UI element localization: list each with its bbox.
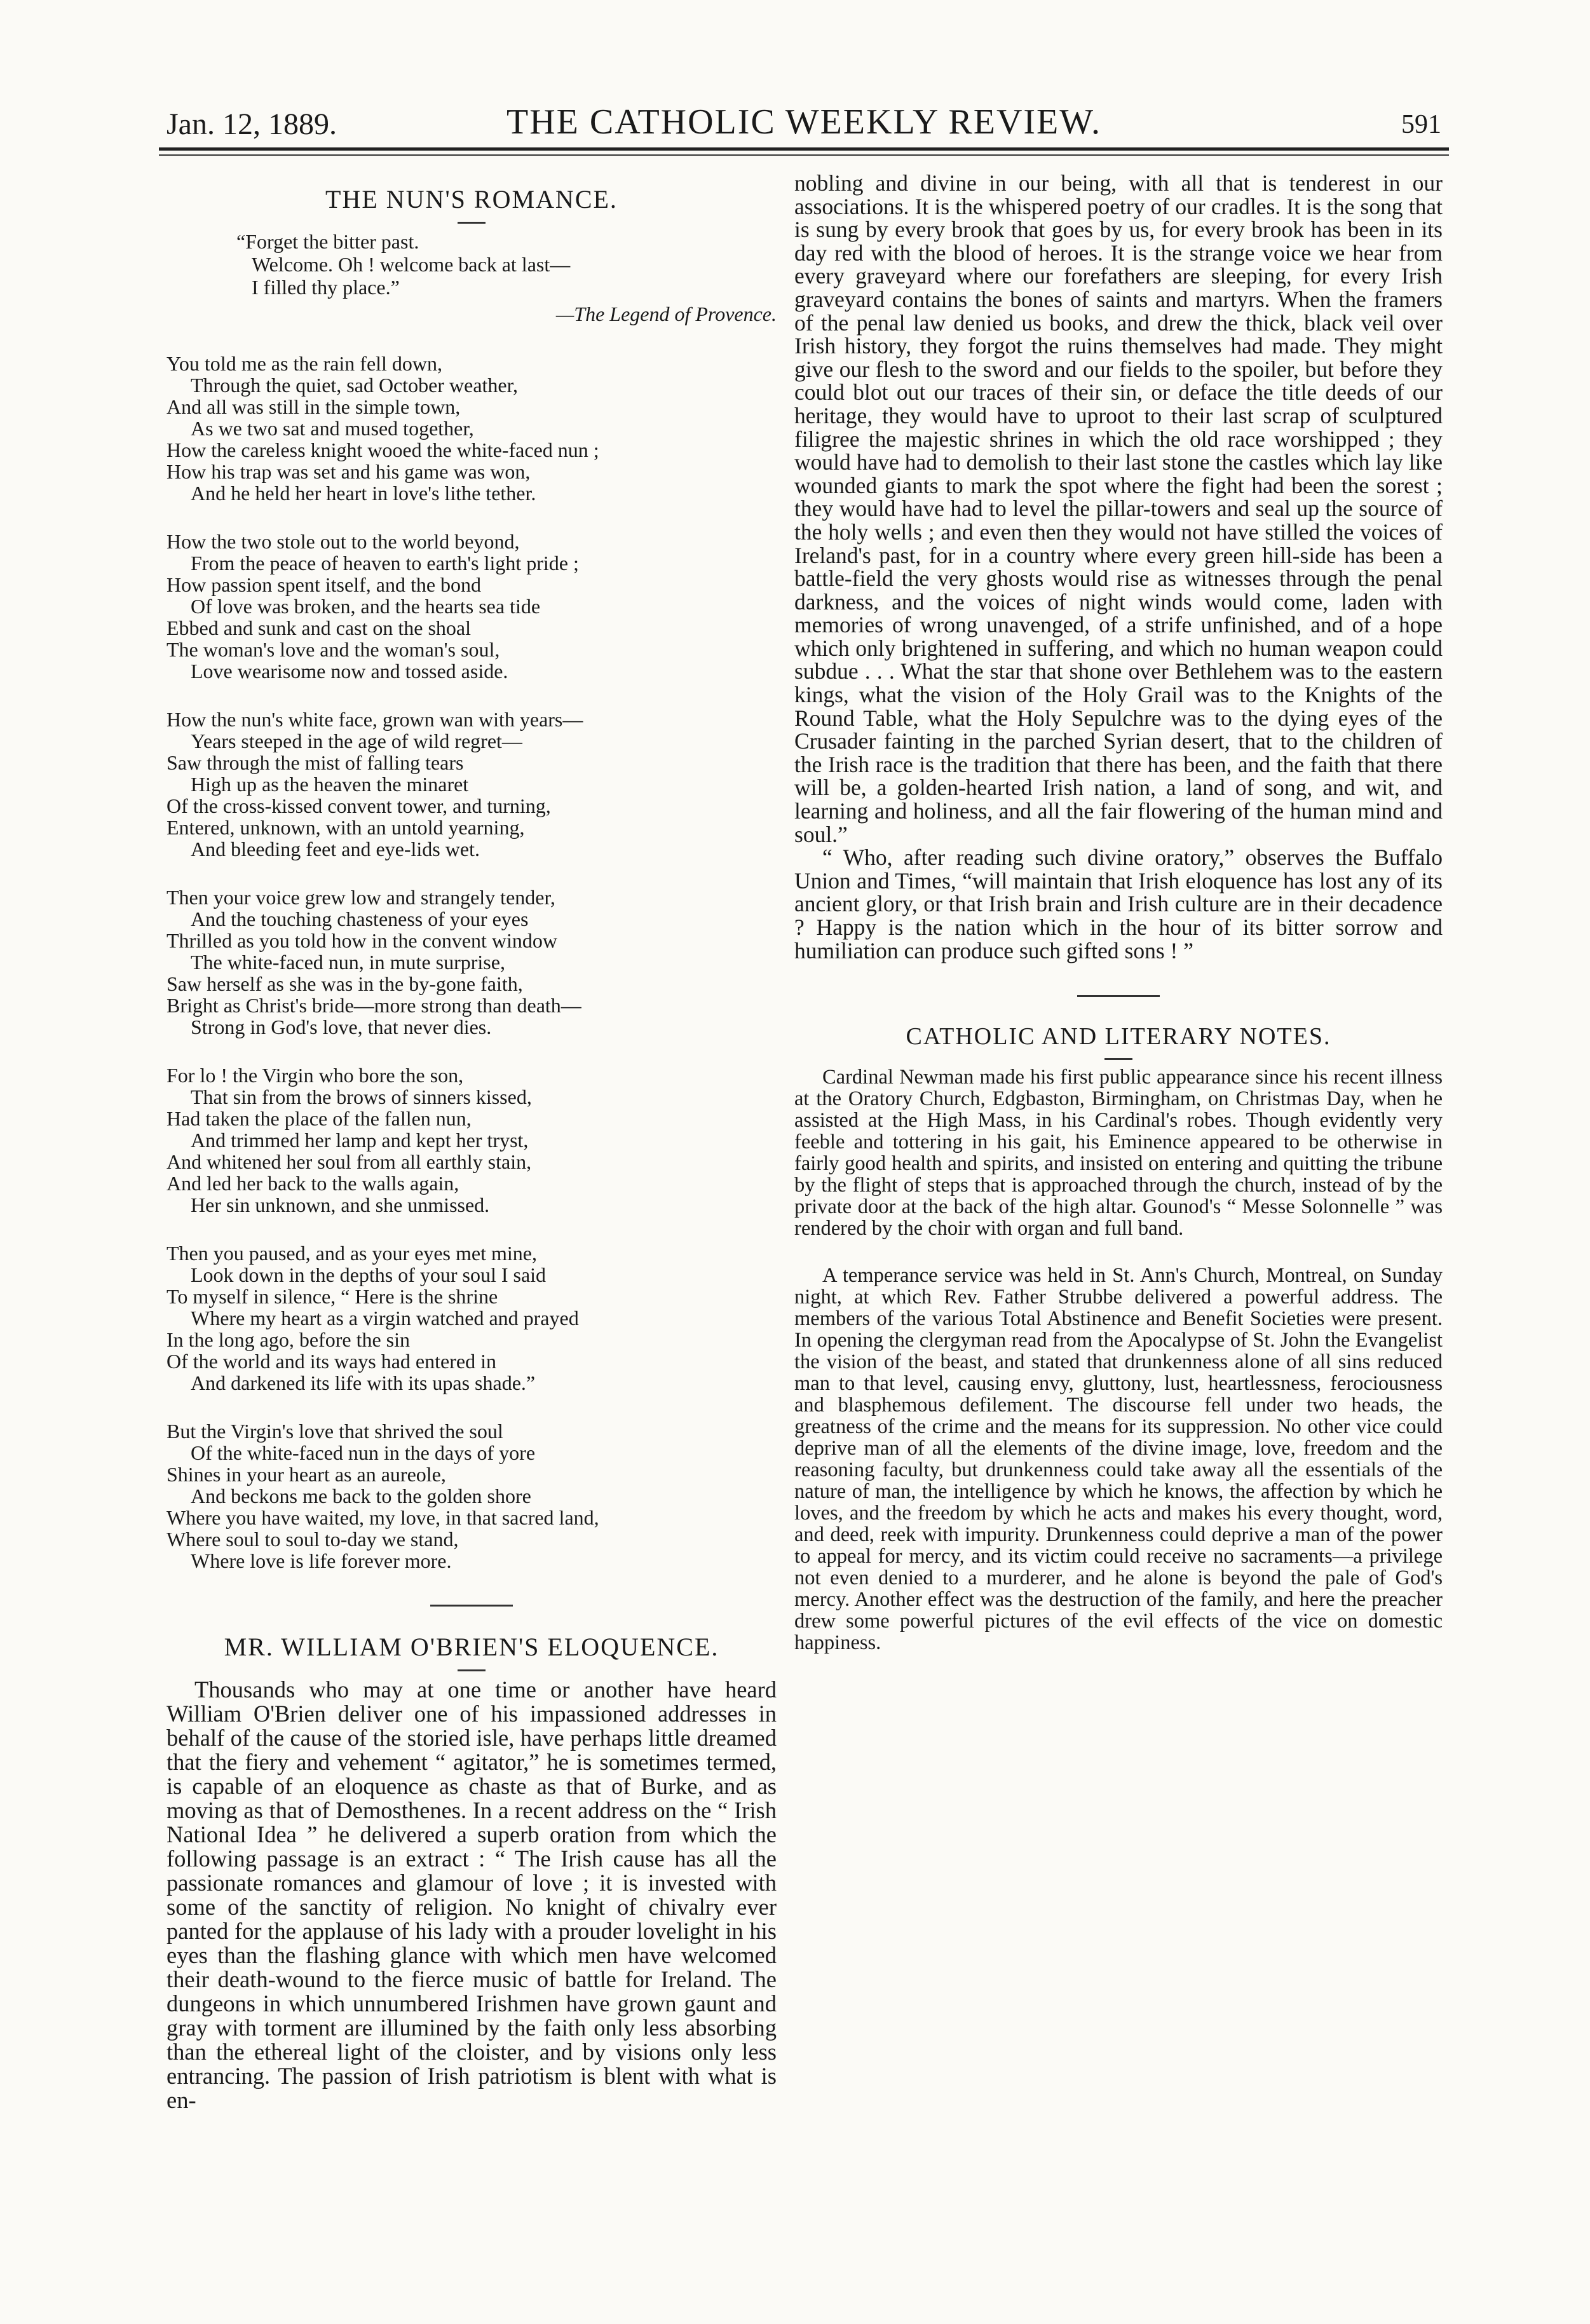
poem-line: Saw herself as she was in the by-gone faith, — [166, 972, 523, 995]
poem-stanza — [166, 531, 777, 682]
poem-line: Her sin unknown, and she unmissed. — [191, 1193, 490, 1216]
poem-line: The woman's love and the woman's soul, — [166, 638, 500, 661]
note-paragraph: Cardinal Newman made his first public appearance since his recent illness at the Oratory Church, Edgbaston, Birmingham, on Christmas Day, when he assisted at the High Mass, in his Cardinal's robes. Though evidently very feeble and tottering in his gait, his Eminence appeared to be otherwise in fairly good health and spirits, and insisted on entering and quitting the tribune by the flight of steps that is approached through the church, instead of by the private door at the back of the high altar. Gounod's “ Messe Solonnelle ” was rendered by the choir with organ and full band. — [794, 1066, 1443, 1240]
poem-line: Of the cross-kissed convent tower, and turning, — [166, 794, 551, 817]
poem-line: Had taken the place of the fallen nun, — [166, 1107, 472, 1130]
poem-line: And he held her heart in love's lithe tether. — [191, 482, 536, 505]
note-paragraph: A temperance service was held in St. Ann's Church, Montreal, on Sunday night, at which Rev. Father Strubbe delivered a powerful address. The members of the various Total Abstinence and Benefit Societies were present. In opening the clergyman read from the Apocalypse of St. John the Evangelist the vision of the beast, and stated that drunkenness alone of all sins reduced man to that level, causing envy, gluttony, lust, heartlessness, ferociousness and blasphemous defilement. The discourse fell under two heads, the greatness of the crime and the means for its suppression. No other vice could deprive man of all the elements of the divine image, love, freedom and the reasoning faculty, but drunkenness could take away all the essentials of the nature of man, the intelligence by which he knows, the affection by which he loves, and the freedom by which he acts and makes his every thought, word, and deed, reek with impurity. Drunkenness could deprive a man of the power to appeal for mercy, and its victim could receive no sacraments—a privilege not even denied to a murderer, and he alone is beyond the pale of God's mercy. Another effect was the destruction of the family, and here the preacher drew some powerful pictures of the evil effects of the vice on domestic happiness. — [794, 1264, 1443, 1655]
poem-line: Thrilled as you told how in the convent window — [166, 929, 558, 952]
article-paragraph: nobling and divine in our being, with all that is tenderest in our associations. It is the whispered poetry of our cradles. It is the song that is sung by every brook that goes by us, for every brook has been in its day red with the blood of heroes. It is the strange voice we hear from every graveyard where our forefathers are sleeping, for every Irish graveyard contains the bones of saints and martyrs. When the framers of the penal law denied us books, and drew the thick, black veil over Irish history, they forgot the ruins themselves had made. They might give our flesh to the sword and our fields to the spoiler, but before they could blot out our traces of their sin, or deface the title deeds of our heritage, they would have to uproot to their last scrap of sculptured filigree the majestic shrines in which the old race worshipped ; they would have had to demolish to their last stone the castles which lay like wounded giants to mark the spot where the fight had been the sorest ; they would have had to level the pillar-towers and seal up the source of the holy wells ; and even then they would not have stilled the voices of Ireland's past, for in a country where every green hill-side has been a battle-field the very ghosts would rise as witnesses through the penal darkness, and the voices of night winds would come, laden with memories of wrong unavenged, of a strife unfinished, and of a hope which only brightened in suffering, and which no human weapon could subdue . . . What the star that shone over Bethlehem was to the eastern kings, what the vision of the Holy Grail was to the Knights of the Round Table, what the Holy Sepulchre was to the dying eyes of the Crusader fainting in the parched Syrian desert, that to the children of the Irish race is the tradition that there has been, and the faith that there will be, a golden-hearted Irish nation, a land of song, and wit, and learning and holiness, and all the fair flowering of the human mind and soul.” — [794, 170, 1443, 847]
title-dash — [1104, 1058, 1132, 1060]
title-dash — [458, 222, 486, 224]
poem-stanza — [166, 709, 777, 860]
poem-line: How his trap was set and his game was won, — [166, 460, 531, 483]
title-dash — [458, 1669, 486, 1671]
poem-line: And all was still in the simple town, — [166, 395, 461, 418]
notes-title: CATHOLIC AND LITERARY NOTES. — [906, 1023, 1331, 1050]
poem-line: And trimmed her lamp and kept her tryst, — [191, 1129, 529, 1152]
page-header — [166, 95, 1441, 146]
poem-line: Years steeped in the age of wild regret— — [191, 730, 522, 752]
epigraph-line: “Forget the bitter past. — [236, 230, 419, 253]
poem-stanza — [166, 1242, 777, 1394]
article-paragraph: “ Who, after reading such divine oratory,” observes the Buffalo Union and Times, “will maintain that Irish eloquence has lost any of its ancient glory, or that Irish brain and Irish culture are in their decadence ? Happy is the nation which in the hour of its bitter sorrow and humiliation can produce such gifted sons ! ” — [794, 845, 1443, 963]
epigraph-source: —The Legend of Provence. — [555, 302, 777, 325]
poem-line: And whitened her soul from all earthly stain, — [166, 1150, 532, 1173]
obrien-title: MR. WILLIAM O'BRIEN'S ELOQUENCE. — [224, 1633, 719, 1661]
poem-line: Through the quiet, sad October weather, — [191, 374, 518, 397]
poem-line: Strong in God's love, that never dies. — [191, 1016, 492, 1038]
poem-line: Where soul to soul to-day we stand, — [166, 1528, 459, 1551]
poem-line: Of love was broken, and the hearts sea tide — [191, 595, 541, 618]
poem-line: Ebbed and sunk and cast on the shoal — [166, 616, 471, 639]
poem-line: Love wearisome now and tossed aside. — [191, 660, 508, 683]
poem-line: Of the world and its ways had entered in — [166, 1350, 496, 1373]
poem-epigraph — [236, 230, 777, 299]
poem-line: Bright as Christ's bride—more strong than death— — [166, 994, 581, 1017]
poem-line: How passion spent itself, and the bond — [166, 573, 482, 596]
poem-line: And darkened its life with its upas shade.” — [191, 1371, 536, 1394]
poem-line: High up as the heaven the minaret — [191, 773, 469, 796]
epigraph-line: I filled thy place.” — [252, 276, 400, 299]
poem-line: To myself in silence, “ Here is the shrine — [166, 1285, 498, 1308]
right-column — [794, 172, 1443, 1654]
article-paragraph: Thousands who may at one time or another have heard William O'Brien deliver one of his impassioned addresses in behalf of the cause of the storied isle, have perhaps little dreamed that the fiery and vehement “ agitator,” he is sometimes termed, is capable of an eloquence as chaste as that of Burke, and as moving as that of Demosthenes. In a recent address on the “ Irish National Idea ” he delivered a superb oration from which the following passage is an extract : “ The Irish cause has all the passionate romances and glamour of love ; it is invested with some of the sanctity of religion. No knight of chivalry ever panted for the applause of his lady with a prouder lovelight in his eyes than the flashing glance with which men have welcomed their death-wound to the fierce music of battle for Ireland. The dungeons in which unnumbered Irishmen have grown gaunt and gray with torment are illumined by the faith only less absorbing than the ethereal light of the cloister, and by visions only less entrancing. The passion of Irish patriotism is blent with what is en- — [166, 1676, 777, 2113]
left-column — [166, 172, 777, 2112]
notes-section — [794, 1066, 1443, 1654]
poem-line: And the touching chasteness of your eyes — [191, 907, 529, 930]
poem-line: How the nun's white face, grown wan with years— — [166, 708, 583, 731]
header-rule-thin — [159, 154, 1449, 156]
poem-line: And bleeding feet and eye-lids wet. — [191, 838, 480, 860]
poem-stanza — [166, 1064, 777, 1216]
epigraph-line: Welcome. Oh ! welcome back at last— — [252, 253, 571, 276]
poem-line: For lo ! the Virgin who bore the son, — [166, 1064, 464, 1087]
section-rule — [430, 1605, 513, 1607]
poem-line: How the careless knight wooed the white-faced nun ; — [166, 438, 599, 461]
obrien-continued — [794, 172, 1443, 962]
poem-stanza — [166, 1420, 777, 1572]
section-rule — [1077, 995, 1160, 997]
poem-line: Then your voice grew low and strangely tender, — [166, 886, 555, 909]
poem-body — [166, 353, 777, 1572]
poem-line: Saw through the mist of falling tears — [166, 751, 464, 774]
poem-line: Where my heart as a virgin watched and prayed — [191, 1307, 579, 1329]
poem-line: That sin from the brows of sinners kissed, — [191, 1085, 532, 1108]
obrien-article — [166, 1678, 777, 2112]
poem-line: You told me as the rain fell down, — [166, 352, 443, 375]
poem-line: Then you paused, and as your eyes met mine, — [166, 1242, 537, 1265]
poem-line: Where you have waited, my love, in that sacred land, — [166, 1506, 599, 1529]
poem-line: Look down in the depths of your soul I said — [191, 1263, 547, 1286]
poem-line: From the peace of heaven to earth's light pride ; — [191, 552, 579, 574]
poem-line: But the Virgin's love that shrived the soul — [166, 1420, 503, 1443]
poem-line: How the two stole out to the world beyond, — [166, 530, 520, 553]
poem-line: And led her back to the walls again, — [166, 1172, 459, 1195]
poem-stanza — [166, 353, 777, 504]
poem-line: Entered, unknown, with an untold yearning, — [166, 816, 525, 839]
header-rule-thick — [159, 147, 1449, 151]
poem-line: Shines in your heart as an aureole, — [166, 1463, 446, 1486]
poem-line: As we two sat and mused together, — [191, 417, 474, 440]
publication-title: THE CATHOLIC WEEKLY REVIEW. — [506, 102, 1101, 142]
issue-date: Jan. 12, 1889. — [166, 107, 337, 141]
poem-line: And beckons me back to the golden shore — [191, 1485, 531, 1507]
poem-line: Of the white-faced nun in the days of yore — [191, 1441, 536, 1464]
poem-line: The white-faced nun, in mute surprise, — [191, 951, 505, 974]
poem-line: In the long ago, before the sin — [166, 1328, 410, 1351]
page-number: 591 — [1401, 110, 1441, 139]
poem-line: Where love is life forever more. — [191, 1549, 452, 1572]
poem-stanza — [166, 887, 777, 1038]
poem-title: THE NUN'S ROMANCE. — [325, 185, 618, 214]
